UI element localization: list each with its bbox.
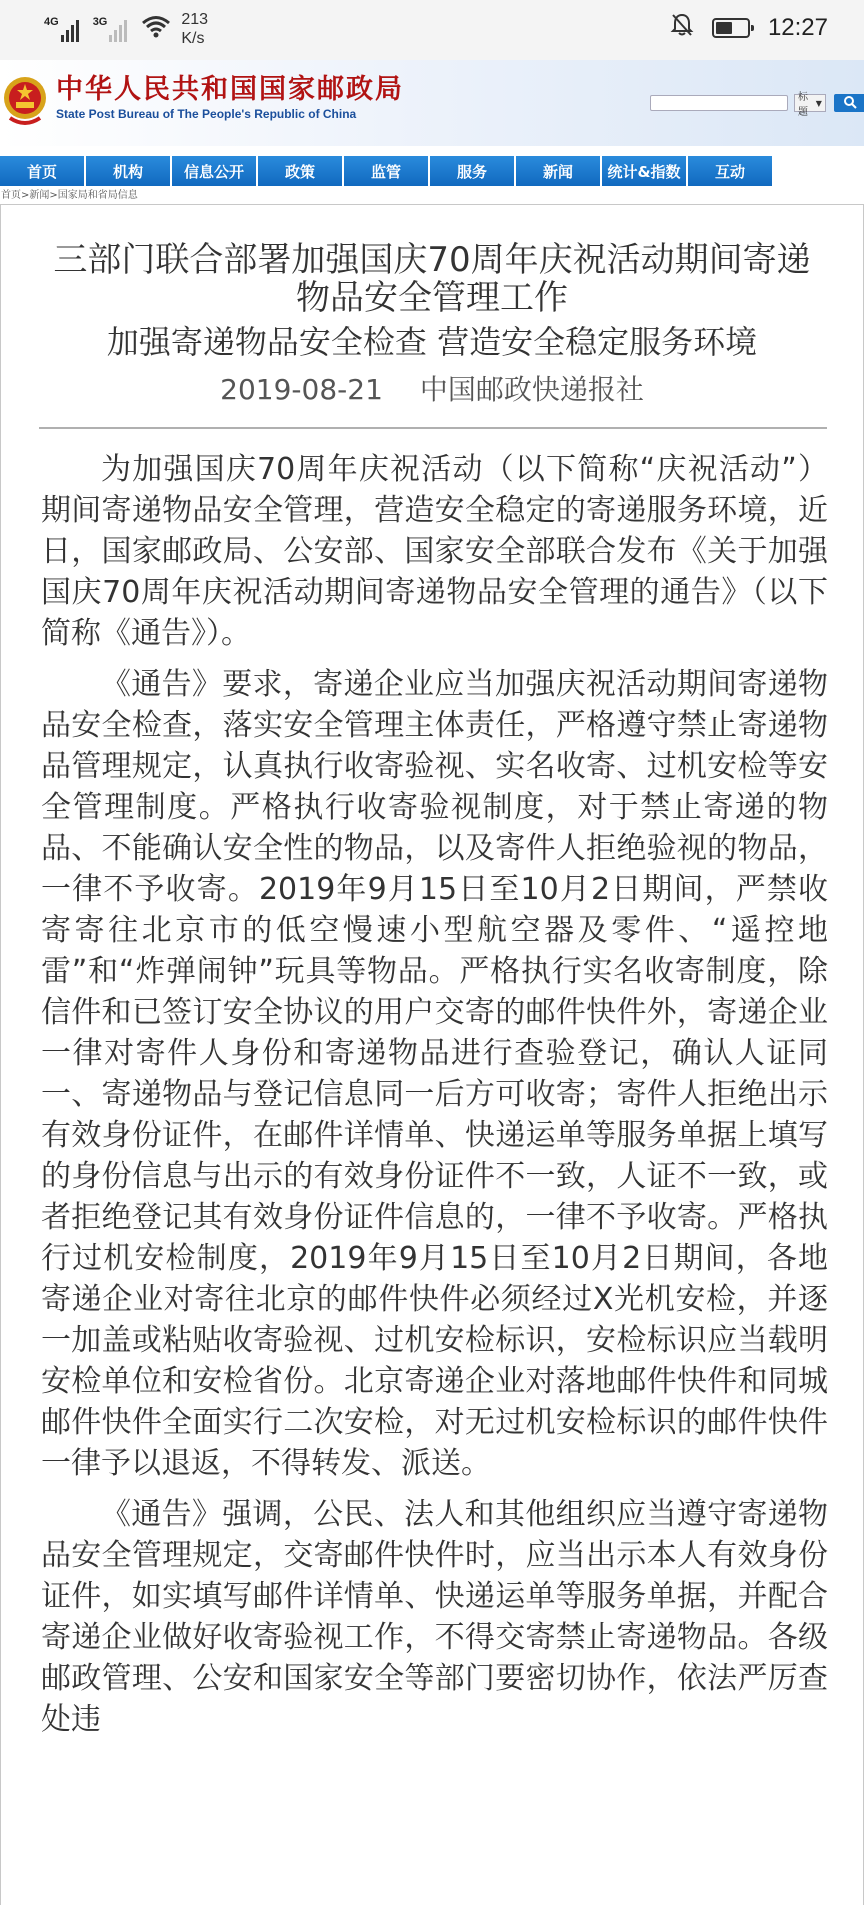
site-name-cn: 中华人民共和国国家邮政局 (56, 74, 404, 105)
article-source: 中国邮政快递报社 (419, 373, 644, 406)
speed-unit: K/s (181, 30, 205, 47)
battery-icon (712, 18, 750, 38)
signal1-label: 4G (44, 16, 59, 28)
site-logo-text[interactable] (56, 74, 404, 121)
cellular-signal-1 (44, 16, 79, 42)
network-speed (181, 10, 208, 48)
bell-muted-icon (670, 12, 694, 43)
nav-item-institutions[interactable]: 机构 (86, 156, 172, 186)
nav-item-info-disclosure[interactable]: 信息公开 (172, 156, 258, 186)
site-header (0, 60, 864, 146)
search-scope-select[interactable] (794, 92, 826, 118)
article-paragraph: 《通告》要求，寄递企业应当加强庆祝活动期间寄递物品安全检查，落实安全管理主体责任，严格遵守禁止寄递物品管理规定，认真执行收寄验视、实名收寄、过机安检等安全管理制度。严格执行收寄验视制度，对于禁止寄递的物品、不能确认安全性的物品，以及寄件人拒绝验视的物品，一律不予收寄。2019年9月15日至10月2日期间，严禁收寄寄往北京市的低空慢速小型航空器及零件、“遥控地雷”和“炸弹闹钟”玩具等物品。严格执行实名收寄制度，除信件和已签订安全协议的用户交寄的邮件快件外，寄递企业一律对寄件人身份和寄递物品进行查验登记，确认人证同一、寄递物品与登记信息同一后方可收寄；寄件人拒绝出示有效身份证件，在邮件详情单、快递运单等服务单据上填写的身份信息与出示的有效身份证件不一致，人证不一致，或者拒绝登记其有效身份证件信息的，一律不予收寄。严格执行过机安检制度，2019年9月15日至10月2日期间，各地寄递企业对寄往北京的邮件快件必须经过X光机安检，并逐一加盖或粘贴收寄验视、过机安检标识，安检标识应当载明安检单位和安检省份。北京寄递企业对落地邮件快件和同城邮件快件全面实行二次安检，对无过机安检标识的邮件快件一律予以退返，不得转发、派送。 (41, 667, 828, 1481)
divider (39, 427, 827, 429)
nav-item-services[interactable]: 服务 (430, 156, 516, 186)
wifi-icon (141, 15, 171, 44)
nav-item-home[interactable]: 首页 (0, 156, 86, 186)
article-paragraph: 为加强国庆70周年庆祝活动（以下简称“庆祝活动”）期间寄递物品安全管理，营造安全稳定的寄递服务环境，近日，国家邮政局、公安部、国家安全部联合发布《关于加强国庆70周年庆祝活动期间寄递物品安全管理的通告》（以下简称《通告》）。 (41, 452, 828, 651)
nav-item-policy[interactable]: 政策 (258, 156, 344, 186)
national-emblem-icon (2, 74, 48, 130)
main-nav (0, 156, 864, 186)
nav-item-statistics[interactable]: 统计&指数 (602, 156, 688, 186)
signal2-label: 3G (92, 16, 108, 28)
signal-bars-icon (109, 16, 127, 42)
search-input[interactable] (650, 95, 788, 111)
nav-item-news[interactable]: 新闻 (516, 156, 602, 186)
dropdown-arrow-icon: ▼ (815, 98, 822, 108)
article-meta (1, 373, 863, 407)
speed-value: 213 (181, 11, 209, 28)
signal-bars-icon (61, 16, 79, 42)
article-body (41, 449, 828, 1740)
article-container (0, 204, 864, 1905)
nav-item-supervision[interactable]: 监管 (344, 156, 430, 186)
search-icon (843, 94, 857, 113)
article-paragraph: 《通告》强调，公民、法人和其他组织应当遵守寄递物品安全管理规定，交寄邮件快件时，应当出示本人有效身份证件，如实填写邮件详情单、快递运单等服务单据，并配合寄递企业做好收寄验视工作，不得交寄禁止寄递物品。各级邮政管理、公安和国家安全等部门要密切协作，依法严厉查处违 (41, 1497, 828, 1737)
nav-item-interaction[interactable]: 互动 (688, 156, 774, 186)
search-button[interactable] (834, 94, 864, 112)
site-name-en: State Post Bureau of The People's Republic of China (56, 107, 357, 121)
article-title: 三部门联合部署加强国庆70周年庆祝活动期间寄递物品安全管理工作 (53, 240, 811, 318)
status-bar (0, 0, 864, 60)
article-subtitle: 加强寄递物品安全检查 营造安全稳定服务环境 (106, 323, 758, 361)
breadcrumb[interactable]: 首页>新闻>国家局和省局信息 (1, 190, 138, 201)
article-date: 2019-08-21 (220, 373, 383, 406)
cellular-signal-2 (93, 16, 128, 42)
clock: 12:27 (767, 13, 828, 41)
search-bar (650, 92, 864, 118)
search-scope-label: 标题 (798, 92, 808, 118)
